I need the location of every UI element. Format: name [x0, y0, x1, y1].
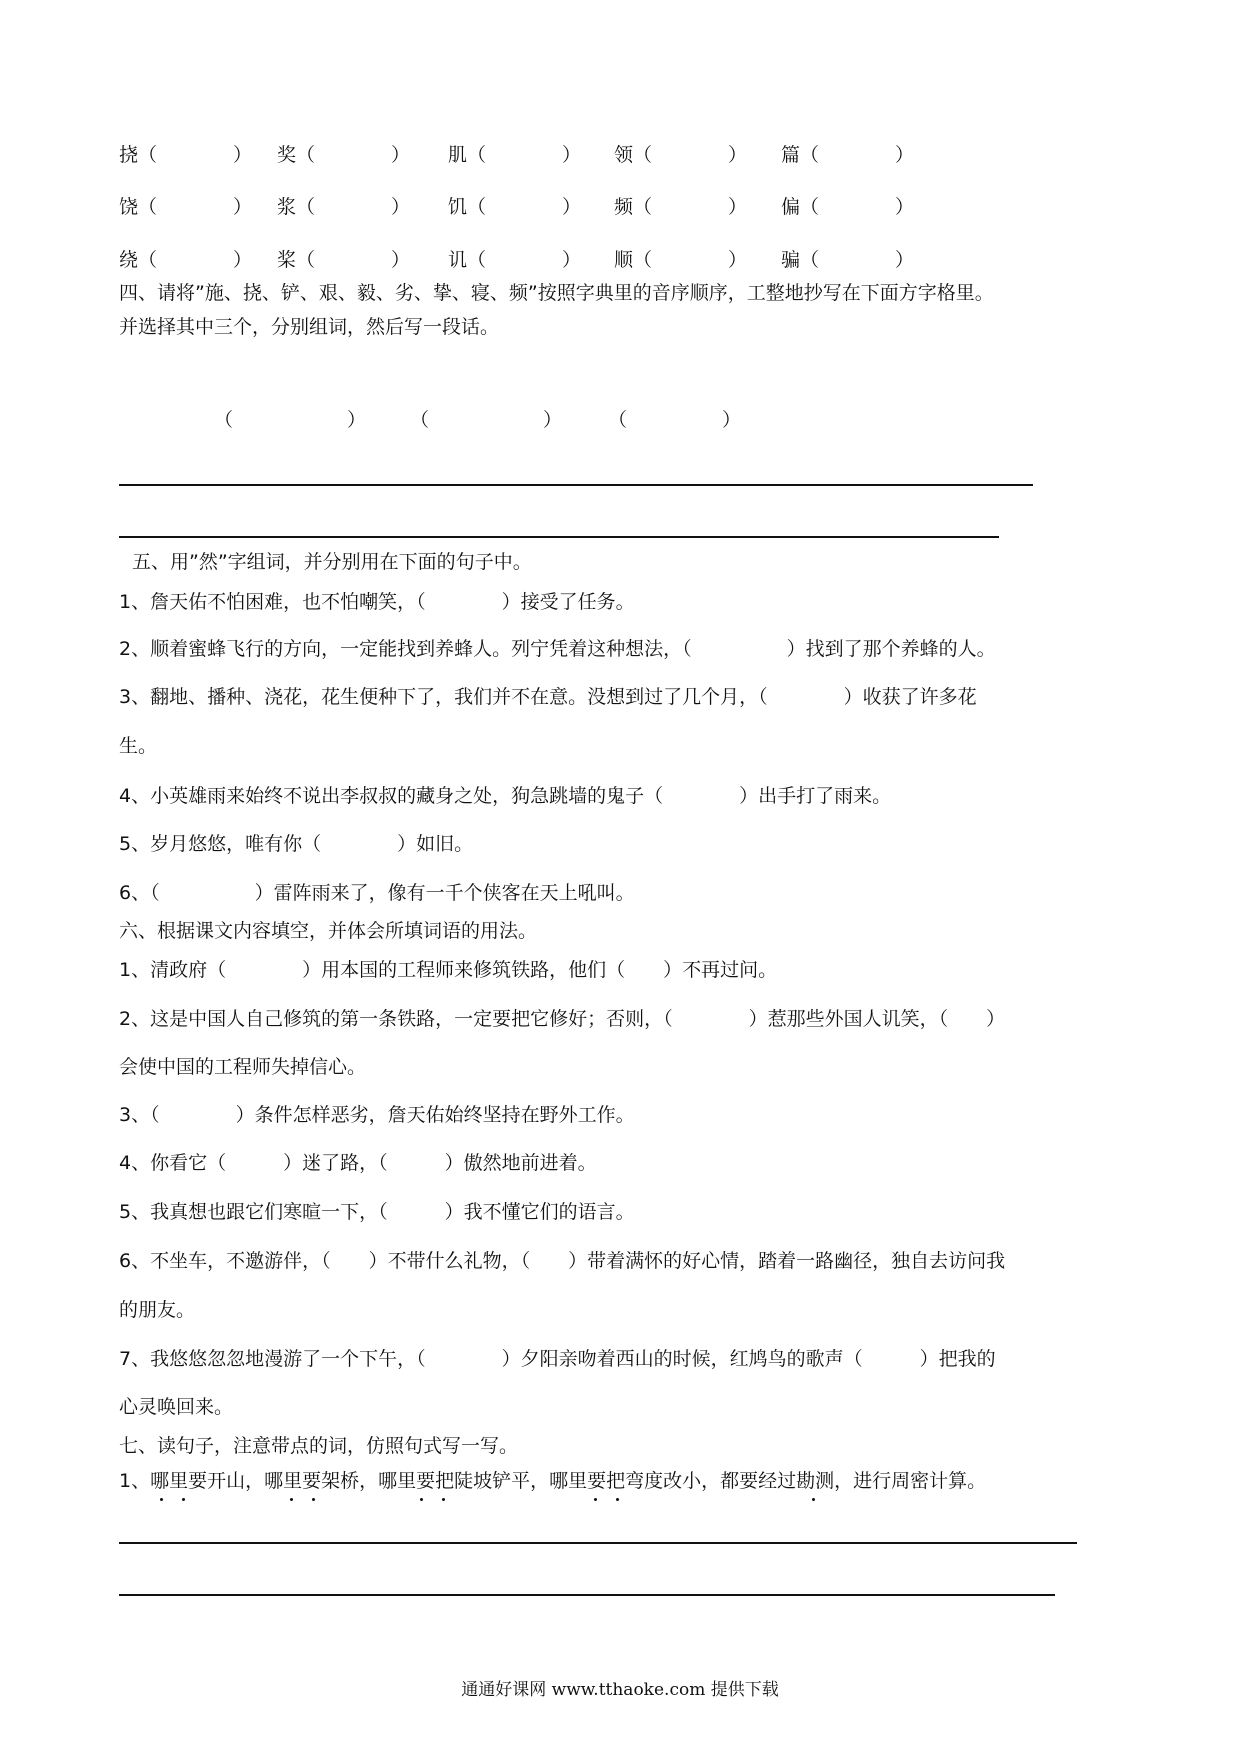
question-line: 5、岁月悠悠，唯有你（ ）如旧。 [119, 833, 474, 855]
emphasis-dot [290, 1498, 293, 1501]
word-cell: 绕（ ） [119, 249, 253, 271]
question-line: 1、詹天佑不怕困难，也不怕嘲笑，（ ）接受了任务。 [119, 591, 635, 613]
question-line: 6、不坐车，不邀游伴，（ ）不带什么礼物，（ ）带着满怀的好心情，踏着一路幽径，独自去访问我 [119, 1250, 1006, 1272]
word-row-3 [0, 245, 1240, 269]
question-line: 会使中国的工程师失掉信心。 [119, 1056, 367, 1078]
question-line: 5、我真想也跟它们寒暄一下，（ ）我不懂它们的语言。 [119, 1201, 635, 1223]
question-line: 1、清政府（ ）用本国的工程师来修筑铁路，他们（ ）不再过问。 [119, 959, 778, 981]
answer-bracket: （ ） [608, 409, 742, 431]
word-cell: 领（ ） [614, 144, 748, 166]
section4-instruction-cont: 并选择其中三个，分别组词，然后写一段话。 [119, 316, 500, 338]
word-cell: 饶（ ） [119, 196, 253, 218]
emphasis-dot [160, 1498, 163, 1501]
question-line: 生。 [119, 735, 158, 757]
question-line: 7、我悠悠忽忽地漫游了一个下午，（ ）夕阳亲吻着西山的时候，红鸠鸟的歌声（ ）把我的 [119, 1348, 996, 1370]
word-row-1 [0, 140, 1240, 164]
emphasis-dot [420, 1498, 423, 1501]
section4-instruction: 四、请将”施、挠、铲、艰、毅、劣、挚、寝、频”按照字典里的音序顺序，工整地抄写在下面方字格里。 [119, 282, 994, 304]
emphasis-dot [812, 1498, 815, 1501]
question-line: 3、（ ）条件怎样恶劣，詹天佑始终坚持在野外工作。 [119, 1104, 635, 1126]
word-cell: 饥（ ） [448, 196, 582, 218]
section7-title: 七、读句子，注意带点的词，仿照句式写一写。 [119, 1435, 519, 1457]
footer-credit: 通通好课网 www.tthaoke.com 提供下载 [461, 1680, 779, 1700]
writing-line [119, 1542, 1077, 1544]
emphasis-dot [312, 1498, 315, 1501]
writing-line [119, 536, 999, 538]
section6-title: 六、根据课文内容填空，并体会所填词语的用法。 [119, 920, 538, 942]
section5-title: 五、用”然”字组词，并分别用在下面的句子中。 [132, 551, 532, 573]
writing-line [119, 1594, 1055, 1596]
word-cell: 肌（ ） [448, 144, 582, 166]
question-line: 的朋友。 [119, 1299, 196, 1321]
emphasis-dot [594, 1498, 597, 1501]
word-cell: 浆（ ） [277, 196, 411, 218]
word-cell: 偏（ ） [781, 196, 915, 218]
word-cell: 桨（ ） [277, 249, 411, 271]
question-line: 2、顺着蜜蜂飞行的方向，一定能找到养蜂人。列宁凭着这种想法，（ ）找到了那个养蜂的人。 [119, 638, 996, 660]
emphasis-dot [616, 1498, 619, 1501]
word-cell: 奖（ ） [277, 144, 411, 166]
answer-bracket: （ ） [410, 409, 563, 431]
question-line: 4、小英雄雨来始终不说出李叔叔的藏身之处，狗急跳墙的鬼子（ ）出手打了雨来。 [119, 785, 892, 807]
emphasis-dot [442, 1498, 445, 1501]
word-cell: 频（ ） [614, 196, 748, 218]
word-cell: 讥（ ） [448, 249, 582, 271]
word-cell: 骗（ ） [781, 249, 915, 271]
answer-bracket: （ ） [214, 409, 367, 431]
word-row-2 [0, 192, 1240, 216]
writing-line [119, 484, 1033, 486]
question-line: 1、哪里要开山，哪里要架桥，哪里要把陡坡铲平，哪里要把弯度改小，都要经过勘测，进行周密计算。 [119, 1470, 987, 1492]
word-cell: 篇（ ） [781, 144, 915, 166]
word-cell: 顺（ ） [614, 249, 748, 271]
question-line: 2、这是中国人自己修筑的第一条铁路，一定要把它修好；否则，（ ）惹那些外国人讥笑，（ ） [119, 1008, 1006, 1030]
question-line: 6、（ ）雷阵雨来了，像有一千个侠客在天上吼叫。 [119, 882, 635, 904]
emphasis-dot [182, 1498, 185, 1501]
question-line: 3、翻地、播种、浇花，花生便种下了，我们并不在意。没想到过了几个月，（ ）收获了许多花 [119, 686, 977, 708]
word-cell: 挠（ ） [119, 144, 253, 166]
question-line: 心灵唤回来。 [119, 1396, 234, 1418]
question-line: 4、你看它（ ）迷了路，（ ）傲然地前进着。 [119, 1152, 597, 1174]
